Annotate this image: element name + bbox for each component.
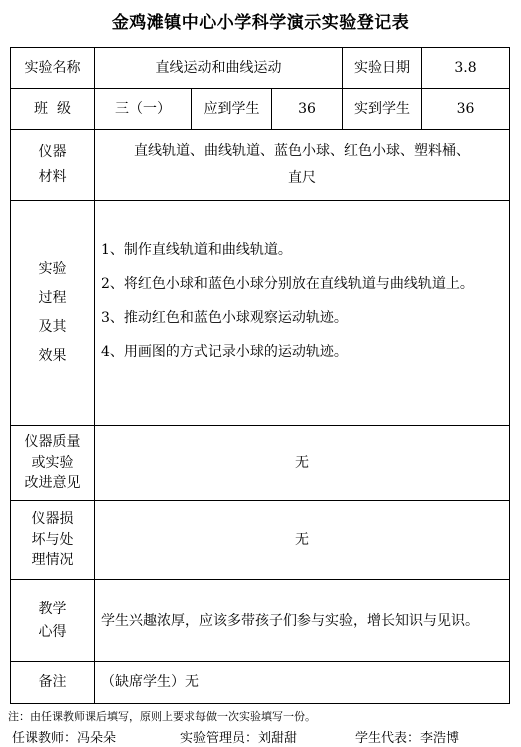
footer-manager: 实验管理员：刘甜甜: [180, 731, 298, 746]
reflection-label-line: 心得: [38, 623, 67, 640]
page-title: 金鸡滩镇中心小学科学演示实验登记表: [111, 13, 410, 33]
remarks-label: 备注: [10, 661, 95, 704]
process-label-line: 效果: [38, 347, 67, 364]
damage-label-line: 仪器损: [31, 510, 74, 527]
class-label: 班 级: [10, 88, 95, 130]
reflection-label-line: 教学: [38, 600, 67, 617]
quality-label-line: 改进意见: [24, 475, 81, 492]
process-label: [10, 200, 95, 426]
quality-value: 无: [94, 425, 510, 501]
actual-students-label: 实到学生: [342, 88, 422, 130]
damage-label-line: 理情况: [31, 552, 74, 569]
actual-students-value: 36: [421, 88, 510, 130]
process-label-line: 及其: [38, 319, 67, 335]
reflection-value: 学生兴趣浓厚，应该多带孩子们参与实验，增长知识与见识。: [94, 579, 510, 662]
process-step: 4、用画图的方式记录小球的运动轨迹。: [101, 344, 348, 360]
process-label-line: 实验: [38, 261, 67, 278]
process-step: 1、制作直线轨道和曲线轨道。: [101, 242, 292, 258]
process-label-line: 过程: [38, 290, 67, 307]
damage-label-line: 坏与处: [31, 531, 74, 548]
quality-label: [10, 425, 95, 501]
expected-students-value: 36: [271, 88, 343, 130]
process-steps: [94, 200, 510, 426]
footer-note: 注：由任课教师课后填写，原则上要求每做一次实验填写一份。: [8, 710, 316, 723]
footer-teacher: 任课教师：冯朵朵: [12, 731, 117, 746]
class-value: 三（一）: [94, 88, 192, 130]
experiment-date-label: 实验日期: [342, 47, 422, 89]
reflection-label: [10, 579, 95, 662]
damage-value: 无: [94, 500, 510, 580]
experiment-date-value: 3.8: [421, 47, 510, 89]
process-step: 2、将红色小球和蓝色小球分别放在直线轨道与曲线轨道上。: [101, 276, 474, 292]
damage-label: [10, 500, 95, 580]
instruments-label: [10, 129, 95, 201]
instruments-value: [94, 129, 510, 201]
experiment-name-value: 直线运动和曲线运动: [94, 47, 343, 89]
footer-student-rep: 学生代表：李浩博: [355, 731, 460, 746]
instruments-label-line2: 材料: [38, 169, 67, 185]
process-step: 3、推动红色和蓝色小球观察运动轨迹。: [101, 310, 348, 326]
instruments-value-line1: 直线轨道、曲线轨道、蓝色小球、红色小球、塑料桶、: [134, 143, 470, 160]
remarks-value: （缺席学生）无: [94, 661, 510, 704]
instruments-value-line2: 直尺: [288, 170, 316, 186]
experiment-name-label: 实验名称: [10, 47, 95, 89]
expected-students-label: 应到学生: [191, 88, 272, 130]
quality-label-line: 或实验: [31, 454, 74, 471]
instruments-label-line1: 仪器: [38, 144, 67, 161]
quality-label-line: 仪器质量: [24, 433, 81, 450]
